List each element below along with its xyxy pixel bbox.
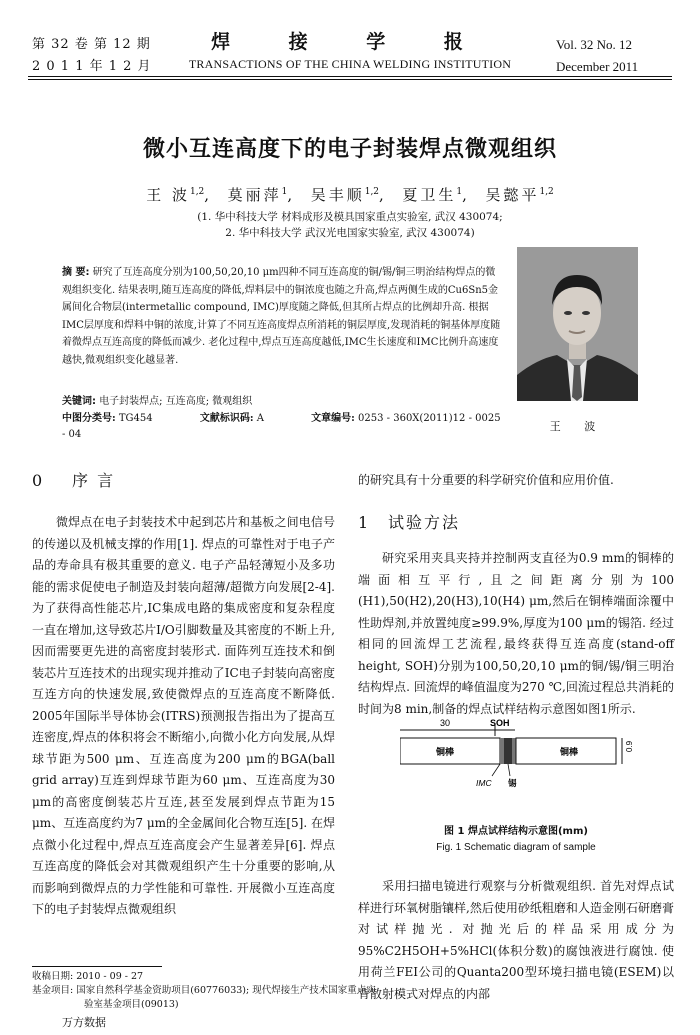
author: 夏卫生$^1$, <box>402 186 470 204</box>
header-issue <box>556 34 638 78</box>
photo-caption: 王 波 <box>549 420 606 433</box>
portrait-illustration <box>517 247 638 401</box>
intro-continuation: 的研究具有十分重要的科学研究价值和应用价值. <box>358 473 614 487</box>
keywords-text: 电子封装焊点; 互连高度; 微观组织 <box>99 396 253 407</box>
tin-layer <box>504 738 512 764</box>
author-photo <box>517 247 638 401</box>
keywords <box>62 394 502 410</box>
author-list <box>30 184 670 205</box>
journal-name-en: TRANSACTIONS OF THE CHINA WELDING INSTITUTION <box>188 57 512 71</box>
footnote-received: 收稿日期: 2010 - 09 - 27 <box>32 971 144 982</box>
author: 吴懿平$^{1,2}$ <box>485 186 554 204</box>
figure-1-caption-en: Fig. 1 Schematic diagram of sample <box>436 842 596 853</box>
section-title: 试验方法 <box>388 513 461 532</box>
intro-paragraph: 微焊点在电子封装技术中起到芯片和基板之间电信号的传递以及机械支撑的作用[1]. 焊点的可靠性对于电子产品的寿命具有极其重要的意义. 电子产品轻薄短小及多功能的需求促使电子制造及封装向超薄/超微方向发展[2-4]. 为了获得高性能芯片,IC集成电路的集成密度和复杂程度一直在增加,这导致芯片I/O引脚数量及其密度的不断上升,因而需要更先进的高密度封装形式. 面阵列互连技术和倒装芯片互连技术的出现实现并推动了IC电子封装向高密度互连方向的快速发展,致使微焊点的互连高度不断降低. 2005年国际半导体协会(ITRS)预测报告指出为了提高互连密度,焊点的体积将会不断缩小,向微小化方向发展,从焊球节距为500 μm、互连高度为200 μm的BGA(ball grid array)互连到焊球节距为60 μm、互连高度为30 μm的高密度倒装芯片互连,甚至发展到焊点节距为15 μm、互连高度约为7 μm的全金属间化合物互连[5]. 在焊点微小化过程中,焊点互连高度会产生显著差异[6]. 焊点互连高度的降低会对其微观组织产生十分重要的影响,从而影响到微焊点的力学性能和可靠性. 开展微小互连高度下的电子封装焊点微观组织 <box>32 515 335 916</box>
figure-1 <box>400 716 640 796</box>
section-1-heading <box>358 512 674 536</box>
volume-en: Vol. 32 No. 12 <box>556 37 632 52</box>
date-en: December 2011 <box>556 59 639 74</box>
author: 吴丰顺$^{1,2}$, <box>310 186 387 204</box>
tin-label: 锡 <box>508 779 517 789</box>
abstract-text: 研究了互连高度分别为100,50,20,10 μm四种不同互连高度的铜/锡/铜三明治结构焊点的微观组织变化. 结果表明,随互连高度的降低,焊料层中的铜浓度也随之升高,焊点两侧生成的Cu6Sn5金属间化合物层(intermetallic compound, IMC)厚度随之降低,但其所占焊点的比例却升高. 根据IMC层厚度和焊料中铜的浓度,计算了不同互连高度焊点所消耗的铜层厚度,发现消耗的铜基体厚度随着微焊点互连高度的降低而减少. 老化过程中,焊点互连高度越低,IMC生长速度和IMC比例升高速度越快,微观组织变化越显著. <box>62 267 501 366</box>
document-code: 文献标识码: A <box>199 413 264 424</box>
clc-number: 中图分类号: TG454 <box>62 413 153 424</box>
article-number: 文章编号: 0253 - 360X(2011)12 - 0025 - 04 <box>62 413 501 440</box>
keywords-label: 关键词: <box>62 396 96 407</box>
dim-diameter-label: 0.9 <box>625 740 634 752</box>
author: 王 波$^{1,2}$, <box>146 186 213 204</box>
figure-1-caption-cn: 图 1 焊点试样结构示意图(mm) <box>444 826 588 837</box>
imc-label: IMC <box>476 778 492 788</box>
right-imc-layer <box>512 738 516 764</box>
affiliation-2: 2. 华中科技大学 武汉光电国家实验室, 武汉 430074) <box>225 227 475 239</box>
sample-schematic <box>400 716 640 796</box>
header-rule <box>28 76 672 77</box>
volume-cn: 第 32 卷 第 12 期 <box>32 37 151 52</box>
abstract-label: 摘 要: <box>62 267 90 278</box>
classification-line <box>62 411 502 443</box>
header-journal <box>150 30 550 74</box>
header-volume <box>32 34 152 78</box>
footnote-fund: 基金项目: 国家自然科学基金资助项目(60776033); 现代焊接生产技术国家重点实验室基金项目(09013) <box>32 985 376 1010</box>
abstract <box>62 264 502 370</box>
journal-name-cn: 焊 接 学 报 <box>211 31 489 53</box>
right-rod-label: 铜棒 <box>560 748 579 758</box>
date-cn: 2 0 1 1 年 1 2 月 <box>32 59 152 74</box>
watermark: 万方数据 <box>62 1016 106 1029</box>
article-title: 微小互连高度下的电子封装焊点微观组织 <box>142 137 557 162</box>
left-rod-label: 铜棒 <box>436 748 455 758</box>
methods-paragraph-2: 采用扫描电镜进行观察与分析微观组织. 首先对焊点试样进行环氧树脂镶样,然后使用砂纸粗磨和人造金刚石研磨膏对试样抛光. 对抛光后的样品采用成分为95%C2H5OH+5%HCl(体积分数)的腐蚀液进行腐蚀. 使用荷兰FEI公司的Quanta200型环境扫描电镜(ESEM)以背散射模式对焊点的内部 <box>358 879 674 1001</box>
section-number: 0 <box>32 471 45 490</box>
left-imc-layer <box>500 738 504 764</box>
affiliation-1: (1. 华中科技大学 材料成形及模具国家重点实验室, 武汉 430074; <box>197 211 503 223</box>
section-title: 序 言 <box>72 471 116 490</box>
dim-soh-label: SOH <box>490 718 510 728</box>
header-rule-thin <box>28 79 672 80</box>
footnote-rule <box>32 966 162 967</box>
section-number: 1 <box>358 513 371 532</box>
section-0-heading <box>32 470 335 494</box>
dim-length-label: 30 <box>440 718 451 728</box>
methods-paragraph-1: 研究采用夹具夹持并控制两支直径为0.9 mm的铜棒的端面相互平行,且之间距离分别为100 (H1),50(H2),20(H3),10(H4) μm,然后在铜棒端面涂覆中性助焊剂,并放置纯度≥99.9%,厚度为100 μm的锡箔. 经过相同的回流焊工艺流程,最终获得互连高度(stand-off height, SOH)分别为100,50,20,10 μm的铜/锡/铜三明治结构焊点. 回流焊的峰值温度为270 ℃,回流过程总共消耗的时间为8 min,制备的焊点试样结构示意图如图1所示. <box>358 551 674 716</box>
author: 莫丽萍$^1$, <box>227 186 296 204</box>
